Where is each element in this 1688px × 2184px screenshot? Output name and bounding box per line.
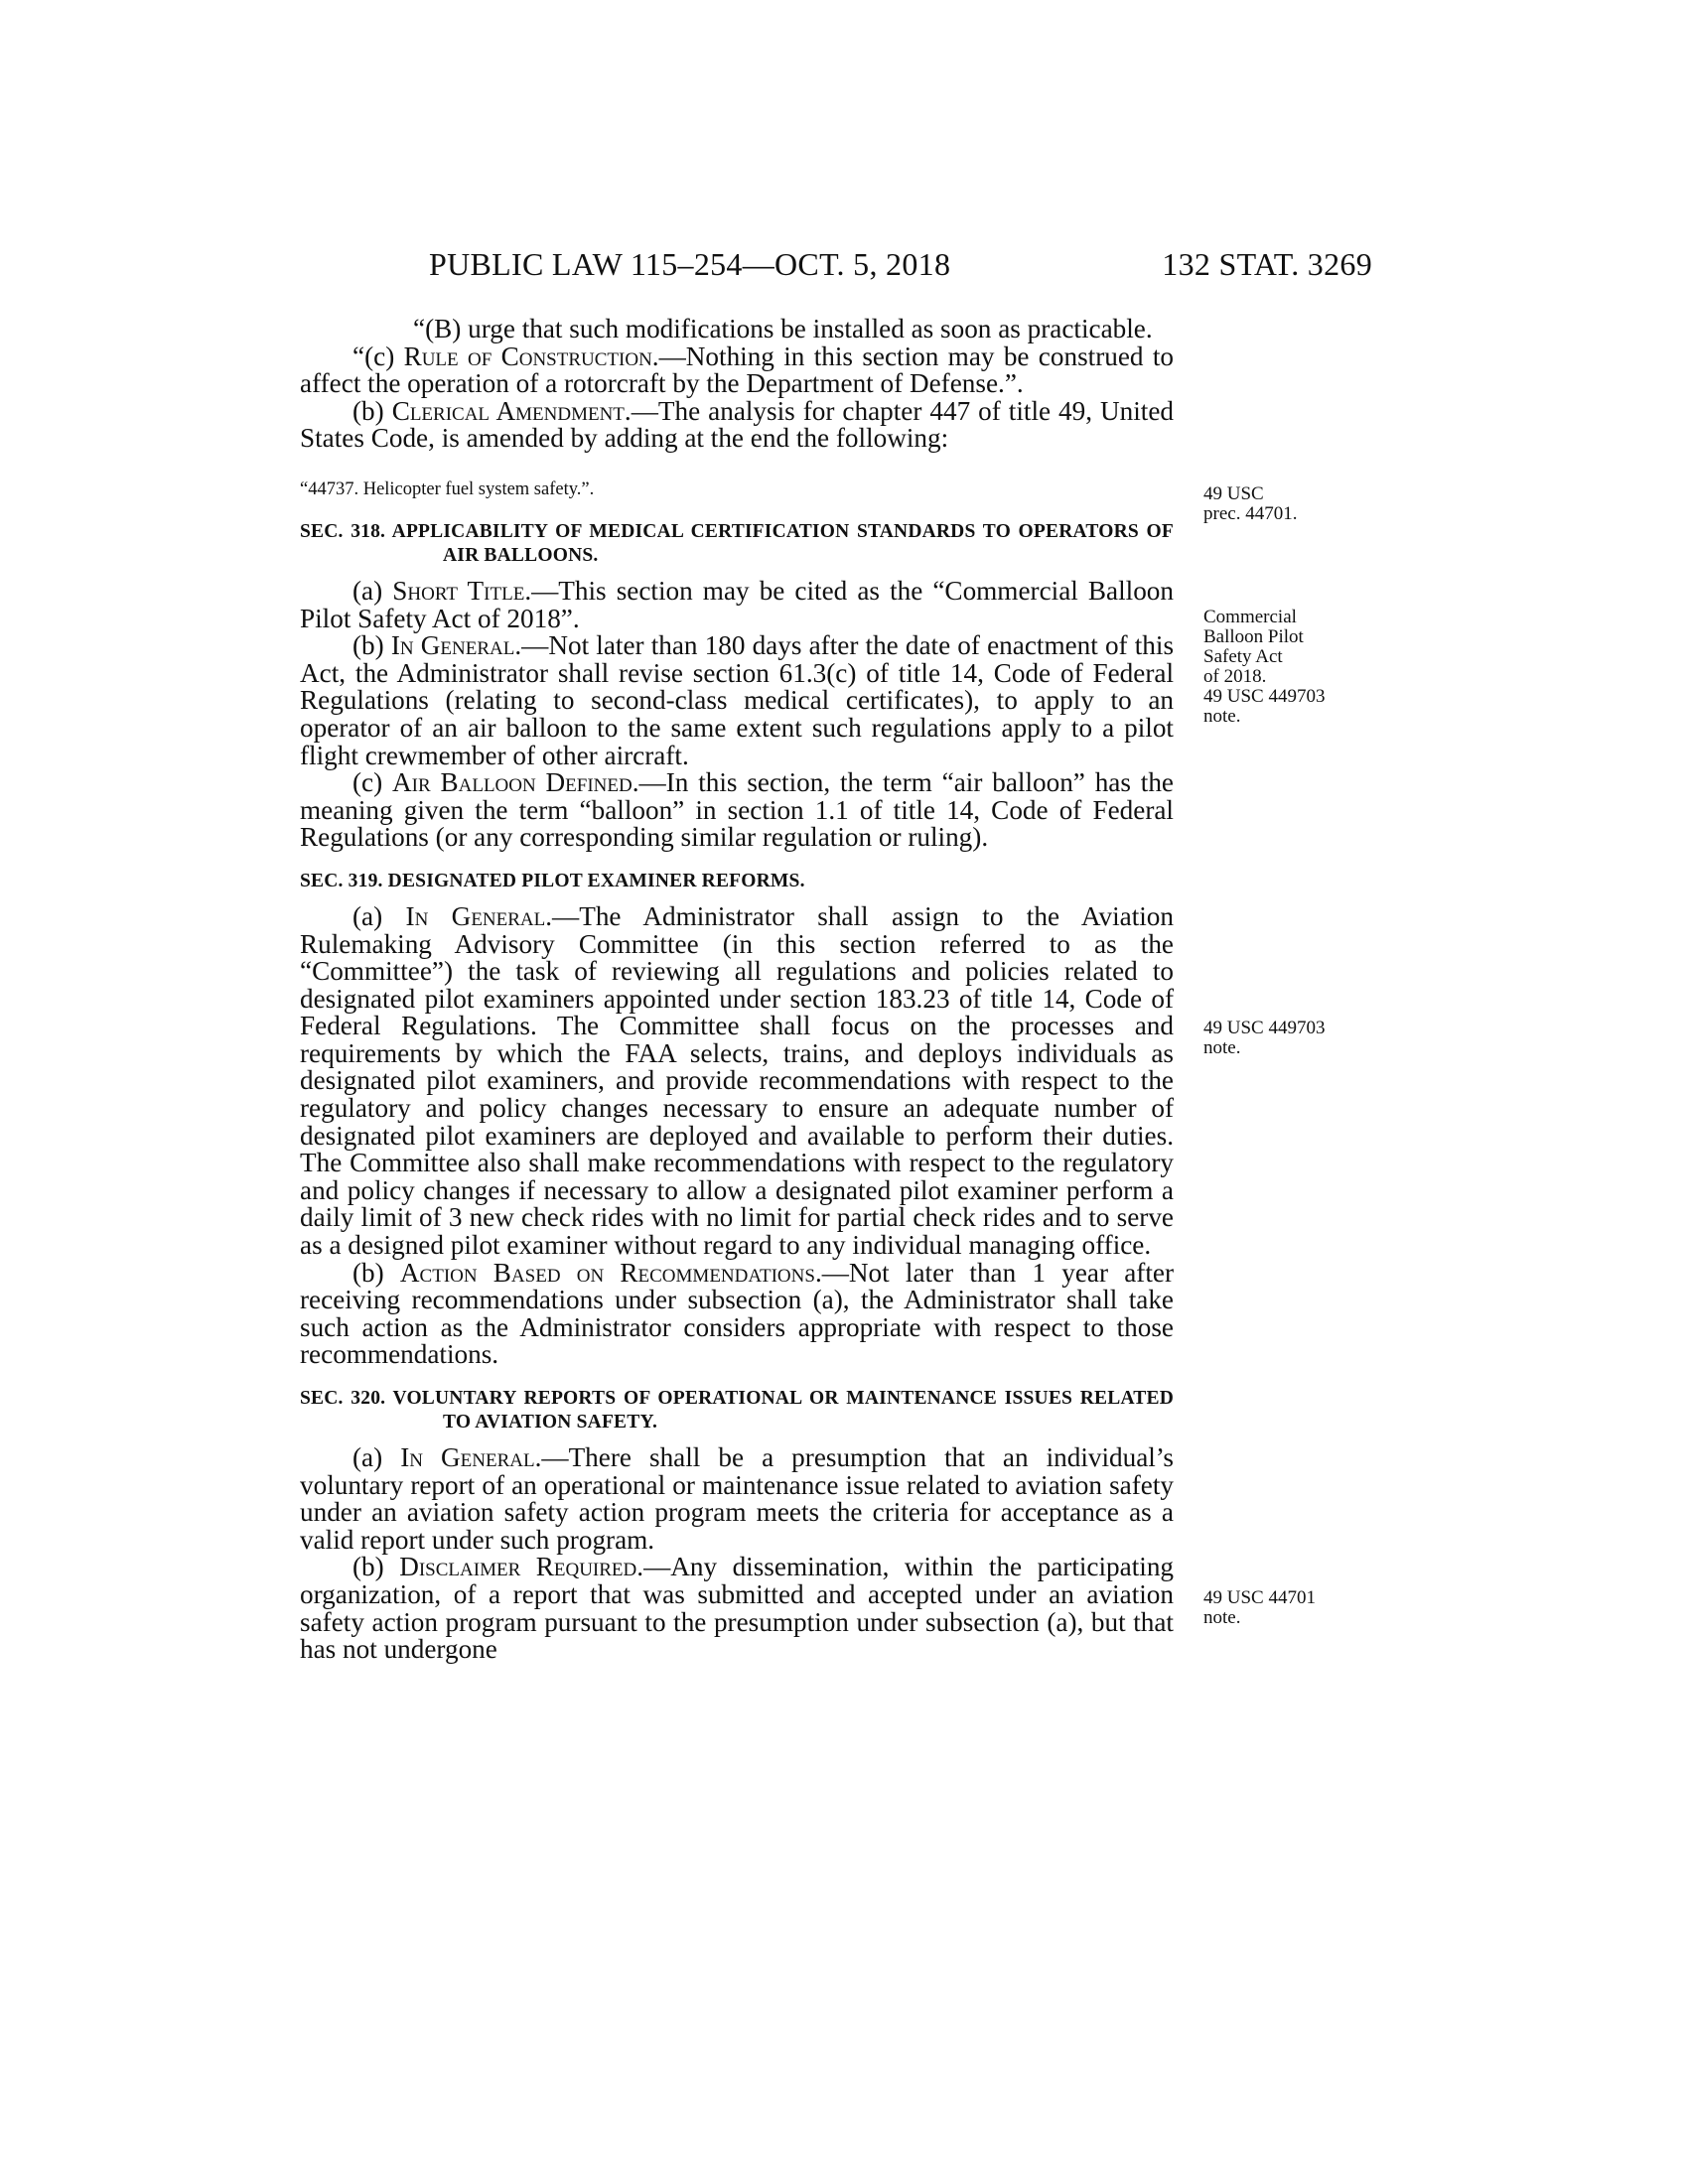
page-body [300, 316, 1174, 1664]
sec320-a: (a) In General.—There shall be a presumption that an individual’s voluntary report of an operational or maintenance issue related to aviation safety under an aviation safety action program meets the criteria for acceptance as a valid report under such program. [300, 1442, 1174, 1555]
sec318-b: (b) In General.—Not later than 180 days after the date of enactment of this Act, the Administrator shall revise section 61.3(c) of title 14, Code of Federal Regulations (relating to second-class medical certificates), to apply to an operator of an air balloon to the same extent such regulations apply to a pilot flight crewmember of other aircraft. [300, 630, 1175, 770]
sec318-c: (c) Air Balloon Defined.—In this section, the term “air balloon” has the meaning given the term “balloon” in section 1.1 of title 14, Code of Federal Regulations (or any corresponding similar regulation or ruling). [300, 767, 1174, 853]
subsection-heading: In General [400, 1442, 535, 1472]
sec318-a: (a) Short Title.—This section may be cited as the “Commercial Balloon Pilot Safety Act of 2018”. [300, 575, 1174, 633]
sec319-b: (b) Action Based on Recommendations.—Not later than 1 year after receiving recommendations under subsection (a), the Administrator shall take such action as the Administrator considers appropriate with respect to those recommendations. [300, 1257, 1175, 1370]
paragraph-b-modifications: “(B) urge that such modifications be installed as soon as practicable. [413, 314, 1153, 343]
subsection-heading: Short Title [392, 575, 525, 606]
analysis-line: “44737. Helicopter fuel system safety.”. [300, 478, 595, 499]
margin-note-sec320: 49 USC 44701 note. [1203, 1587, 1316, 1628]
subsection-heading: Rule of Construction [403, 341, 652, 371]
subsection-heading: Clerical Amendment [391, 395, 625, 426]
section-318-heading: SEC. 318. APPLICABILITY OF MEDICAL CERTIFICATION STANDARDS TO OPERATORS OF AIR BALLOONS. [300, 520, 1174, 566]
sec319-a: (a) In General.—The Administrator shall assign to the Aviation Rulemaking Advisory Committee (in this section referred to as the “Committee”) the task of reviewing all regulations and policies related to designated pilot examiners appointed under section 183.23 of title 14, Code of Federal Regulations. The Committee shall focus on the processes and requirements by which the FAA selects, trains, and deploys individuals as designated pilot examiners, and provide recommendations with respect to the regulatory and policy changes necessary to ensure an adequate number of designated pilot examiners are deployed and available to perform their duties. The Committee also shall make recommendations with respect to the regulatory and policy changes if necessary to allow a designated pilot examiner perform a daily limit of 3 new check rides with no limit for partial check rides and to serve as a designed pilot examiner without regard to any individual managing office. [300, 900, 1174, 1261]
paragraph-c-rule-of-construction: “(c) Rule of Construction.—Nothing in this section may be construed to affect the operation of a rotorcraft by the Department of Defense.”. [300, 341, 1174, 399]
public-law-title: PUBLIC LAW 115–254—OCT. 5, 2018 [429, 246, 951, 282]
paragraph-b-clerical-amendment: (b) Clerical Amendment.—The analysis for chapter 447 of title 49, United States Code, is amended by adding at the end the following: [300, 395, 1175, 454]
subsection-heading: Air Balloon Defined [392, 767, 633, 798]
margin-note-clerical: 49 USC prec. 44701. [1203, 483, 1298, 524]
subsection-heading: Disclaimer Required [399, 1552, 637, 1582]
margin-note-sec318: Commercial Balloon Pilot Safety Act of 2018. 49 USC 449703 note. [1203, 607, 1326, 727]
statute-page-number: 132 STAT. 3269 [1162, 246, 1372, 282]
subsection-heading: In General [390, 630, 515, 661]
section-320-heading: SEC. 320. VOLUNTARY REPORTS OF OPERATIONAL OR MAINTENANCE ISSUES RELATED TO AVIATION SAFETY. [300, 1388, 1174, 1433]
running-header [300, 246, 1372, 296]
subsection-heading: Action Based on Recommendations [399, 1257, 815, 1288]
margin-note-sec319: 49 USC 449703 note. [1203, 1018, 1326, 1058]
sec320-b: (b) Disclaimer Required.—Any dissemination, within the participating organization, of a report that was submitted and accepted under an aviation safety action program pursuant to the presumption under subsection (a), but that has not undergone [300, 1552, 1175, 1665]
subsection-heading: In General [405, 900, 546, 931]
section-319-heading: SEC. 319. DESIGNATED PILOT EXAMINER REFORMS. [300, 870, 805, 891]
